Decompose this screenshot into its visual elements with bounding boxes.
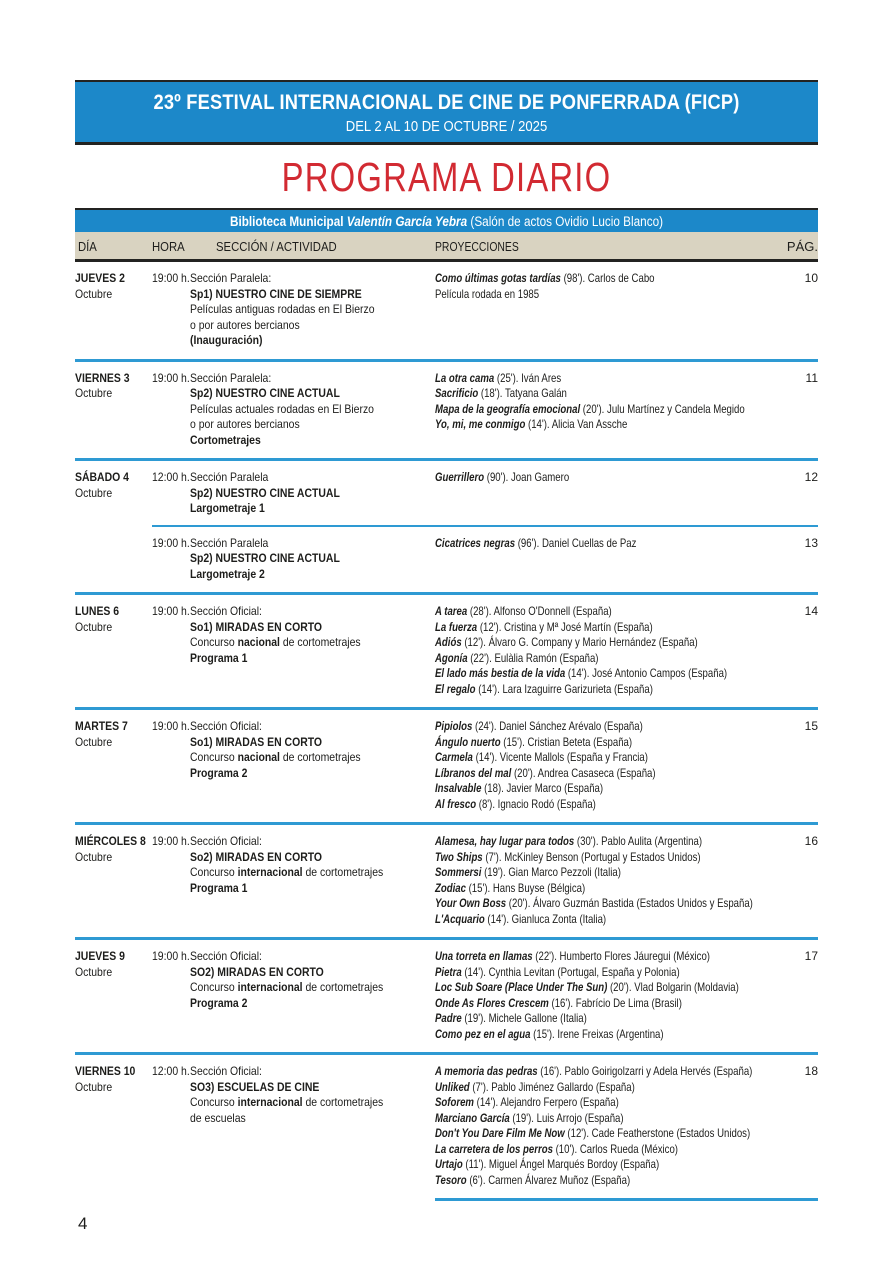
film-line: Don't You Dare Film Me Now (12'). Cade Featherstone (Estados Unidos) <box>435 1126 751 1140</box>
page-ref: 15 <box>804 719 818 733</box>
section-line: So1) MIRADAS EN CORTO <box>190 734 323 749</box>
session <box>152 271 818 349</box>
section-activity <box>190 949 435 1042</box>
film-line: Ángulo nuerto (15'). Cristian Beteta (España) <box>435 734 633 749</box>
film-line: Pipiolos (24'). Daniel Sánchez Arévalo (España) <box>435 719 643 733</box>
section-line: Sección Paralela <box>190 470 269 484</box>
section-line: Sección Paralela <box>190 535 269 550</box>
film-line: Sacrificio (18'). Tatyana Galán <box>435 386 567 400</box>
header-hora: HORA <box>152 239 185 254</box>
session <box>152 834 818 927</box>
session-time <box>152 719 190 812</box>
session <box>152 1064 818 1188</box>
section-line: Sección Oficial: <box>190 949 262 963</box>
sessions <box>152 834 818 927</box>
section-activity <box>190 271 435 349</box>
day-month: Octubre <box>75 485 113 500</box>
program-rows <box>75 262 818 1201</box>
section-line: Programa 1 <box>190 880 248 895</box>
session-time <box>152 470 190 517</box>
section-line: Sp2) NUESTRO CINE ACTUAL <box>190 485 340 500</box>
film-line: Your Own Boss (20'). Álvaro Guzmán Bastida (Estados Unidos y España) <box>435 896 753 910</box>
header-seccion: SECCIÓN / ACTIVIDAD <box>216 239 337 254</box>
day-label: MIÉRCOLES 8 <box>75 834 146 848</box>
section-line: Concurso internacional de cortometrajes <box>190 980 384 994</box>
venue-bar <box>75 208 818 232</box>
proyecciones <box>435 271 784 349</box>
sessions <box>152 604 818 697</box>
proyecciones <box>435 536 784 583</box>
page-ref: 12 <box>804 470 818 484</box>
film-line: Alamesa, hay lugar para todos (30'). Pablo Aulita (Argentina) <box>435 834 703 848</box>
section-activity <box>190 470 435 517</box>
film-line: Película rodada en 1985 <box>435 286 540 301</box>
section-line: Concurso nacional de cortometrajes <box>190 750 361 764</box>
section-line: Sp1) NUESTRO CINE DE SIEMPRE <box>190 286 362 301</box>
proyecciones <box>435 719 784 812</box>
day-month: Octubre <box>75 964 113 979</box>
film-line: Marciano García (19'). Luis Arrojo (España) <box>435 1110 624 1125</box>
venue-hall: (Salón de actos Ovidio Lucio Blanco) <box>467 214 664 229</box>
film-line: La otra cama (25'). Iván Ares <box>435 370 562 385</box>
festival-title: 23º FESTIVAL INTERNACIONAL DE CINE DE PONFERRADA (FICP) <box>153 90 740 114</box>
table-header <box>75 232 818 262</box>
section-activity <box>190 371 435 449</box>
proyecciones <box>435 604 784 697</box>
section-line: Concurso internacional de cortometrajes <box>190 1095 384 1109</box>
film-line: Unliked (7'). Pablo Jiménez Gallardo (España) <box>435 1079 635 1094</box>
program-row <box>75 595 818 707</box>
program-row <box>75 461 818 592</box>
header-proyecciones: PROYECCIONES <box>435 239 519 254</box>
section-line: So2) MIRADAS EN CORTO <box>190 849 323 864</box>
day-cell <box>75 371 152 449</box>
proyecciones <box>435 834 784 927</box>
day-month: Octubre <box>75 1079 113 1094</box>
section-line: Concurso nacional de cortometrajes <box>190 635 361 649</box>
section-line: Películas antiguas rodadas en El Bierzo <box>190 302 375 316</box>
session-time-label: 19:00 h. <box>152 604 190 618</box>
session-time <box>152 949 190 1042</box>
day-cell <box>75 470 152 582</box>
session-time <box>152 536 190 583</box>
section-line: Sección Oficial: <box>190 834 262 848</box>
film-line: Soforem (14'). Alejandro Ferpero (España) <box>435 1095 619 1109</box>
film-line: Mapa de la geografía emocional (20'). Julu Martínez y Candela Megido <box>435 401 745 416</box>
sessions <box>152 1064 818 1188</box>
page-ref: 10 <box>804 271 818 285</box>
section-line: Sección Paralela: <box>190 271 272 285</box>
film-line: La carretera de los perros (10'). Carlos Rueda (México) <box>435 1141 678 1156</box>
day-cell <box>75 949 152 1042</box>
sessions <box>152 470 818 582</box>
session-time-label: 19:00 h. <box>152 949 190 963</box>
sessions <box>152 371 818 449</box>
page-ref: 16 <box>804 834 818 848</box>
page-ref: 17 <box>804 949 818 963</box>
section-line: Largometraje 2 <box>190 566 265 581</box>
day-label: VIERNES 10 <box>75 1064 136 1078</box>
day-label: VIERNES 3 <box>75 370 130 385</box>
proyecciones <box>435 949 784 1042</box>
film-line: Cicatrices negras (96'). Daniel Cuellas de Paz <box>435 535 637 550</box>
session-time-label: 19:00 h. <box>152 834 190 848</box>
film-line: Padre (19'). Michele Gallone (Italia) <box>435 1011 587 1025</box>
film-line: Tesoro (6'). Carmen Álvarez Muñoz (España) <box>435 1172 631 1187</box>
section-line: Cortometrajes <box>190 432 261 447</box>
program-row <box>75 710 818 822</box>
film-line: Two Ships (7'). McKinley Benson (Portugal y Estados Unidos) <box>435 849 701 864</box>
section-line: Programa 2 <box>190 765 248 780</box>
session-time-label: 19:00 h. <box>152 719 190 733</box>
film-line: Una torreta en llamas (22'). Humberto Flores Jáuregui (México) <box>435 949 710 963</box>
section-activity <box>190 1064 435 1188</box>
film-line: Yo, mi, me conmigo (14'). Alicia Van Assche <box>435 417 628 431</box>
day-label: JUEVES 2 <box>75 271 125 285</box>
header-pag: PÁG. <box>786 239 818 254</box>
venue-name: Biblioteca Municipal <box>229 214 347 229</box>
sessions <box>152 271 818 349</box>
session-time-label: 12:00 h. <box>152 1064 190 1078</box>
day-month: Octubre <box>75 386 113 400</box>
session-divider <box>152 525 818 527</box>
day-label: SÁBADO 4 <box>75 470 129 484</box>
venue-line <box>123 214 769 229</box>
row-divider <box>435 1198 818 1201</box>
film-line: Zodiac (15'). Hans Buyse (Bélgica) <box>435 880 586 895</box>
day-cell <box>75 834 152 927</box>
section-line: So1) MIRADAS EN CORTO <box>190 619 323 634</box>
session-time <box>152 834 190 927</box>
film-line: Urtajo (11'). Miguel Ángel Marqués Bordoy (España) <box>435 1157 660 1171</box>
program-row <box>75 1055 818 1198</box>
section-line: de escuelas <box>190 1110 246 1125</box>
film-line: Agonía (22'). Eulàlia Ramón (España) <box>435 650 599 665</box>
day-cell <box>75 271 152 349</box>
film-line: Guerrillero (90'). Joan Gamero <box>435 470 570 484</box>
film-line: Al fresco (8'). Ignacio Rodó (España) <box>435 796 596 811</box>
proyecciones <box>435 470 784 517</box>
film-line: La fuerza (12'). Cristina y Mª José Martín (España) <box>435 619 653 634</box>
day-cell <box>75 719 152 812</box>
session-time <box>152 371 190 449</box>
section-line: Concurso internacional de cortometrajes <box>190 865 384 879</box>
film-line: Como pez en el agua (15'). Irene Freixas (Argentina) <box>435 1026 664 1041</box>
day-label: LUNES 6 <box>75 604 120 618</box>
film-line: Insalvable (18). Javier Marco (España) <box>435 781 604 795</box>
header-dia: DÍA <box>78 239 97 254</box>
session-time-label: 19:00 h. <box>152 535 190 550</box>
session-time <box>152 1064 190 1188</box>
page-ref: 13 <box>804 535 818 550</box>
page-ref: 18 <box>804 1064 818 1078</box>
film-line: A tarea (28'). Alfonso O'Donnell (España) <box>435 604 612 618</box>
section-line: SO3) ESCUELAS DE CINE <box>190 1079 320 1094</box>
day-month: Octubre <box>75 286 113 301</box>
day-month: Octubre <box>75 619 113 634</box>
day-cell <box>75 1064 152 1188</box>
film-line: El lado más bestia de la vida (14'). José Antonio Campos (España) <box>435 666 728 680</box>
session-time-label: 19:00 h. <box>152 370 190 385</box>
section-line: o por autores bercianos <box>190 317 300 332</box>
session <box>152 536 818 583</box>
section-line: Sp2) NUESTRO CINE ACTUAL <box>190 551 340 565</box>
session <box>152 604 818 697</box>
film-line: Pietra (14'). Cynthia Levitan (Portugal, España y Polonia) <box>435 964 680 979</box>
proyecciones <box>435 1064 784 1188</box>
section-activity <box>190 834 435 927</box>
section-line: Sección Oficial: <box>190 1064 262 1078</box>
section-activity <box>190 604 435 697</box>
section-line: Programa 1 <box>190 650 248 665</box>
festival-banner <box>75 80 818 145</box>
section-line: (Inauguración) <box>190 333 263 347</box>
session-time-label: 12:00 h. <box>152 470 190 484</box>
session <box>152 470 818 517</box>
section-line: Sección Oficial: <box>190 719 262 733</box>
section-activity <box>190 536 435 583</box>
film-line: Sommersi (19'). Gian Marco Pezzoli (Italia) <box>435 865 621 879</box>
film-line: Adiós (12'). Álvaro G. Company y Mario Hernández (España) <box>435 635 698 649</box>
day-label: MARTES 7 <box>75 719 128 733</box>
sessions <box>152 719 818 812</box>
film-line: Líbranos del mal (20'). Andrea Casaseca (España) <box>435 765 656 780</box>
day-month: Octubre <box>75 734 113 749</box>
proyecciones <box>435 371 784 449</box>
film-line: L'Acquario (14'). Gianluca Zonta (Italia) <box>435 911 607 926</box>
venue-name-italic: Valentín García Yebra <box>346 214 468 229</box>
sessions <box>152 949 818 1042</box>
festival-dates: DEL 2 AL 10 DE OCTUBRE / 2025 <box>345 118 548 135</box>
film-line: A memoria das pedras (16'). Pablo Goirigolzarri y Adela Hervés (España) <box>435 1064 753 1078</box>
program-row <box>75 825 818 937</box>
page-ref: 14 <box>804 604 818 618</box>
section-line: Sección Oficial: <box>190 604 262 618</box>
film-line: Como últimas gotas tardías (98'). Carlos de Cabo <box>435 271 655 285</box>
session <box>152 371 818 449</box>
page-title: PROGRAMA DIARIO <box>281 154 612 200</box>
day-label: JUEVES 9 <box>75 949 125 963</box>
program-row <box>75 940 818 1052</box>
day-cell <box>75 604 152 697</box>
film-line: Carmela (14'). Vicente Mallols (España y Francia) <box>435 750 648 764</box>
section-line: Largometraje 1 <box>190 501 265 515</box>
section-line: o por autores bercianos <box>190 417 300 431</box>
section-activity <box>190 719 435 812</box>
page-ref: 11 <box>805 370 818 385</box>
session-time <box>152 271 190 349</box>
day-month: Octubre <box>75 849 113 864</box>
section-line: Sección Paralela: <box>190 370 272 385</box>
session <box>152 949 818 1042</box>
section-line: Sp2) NUESTRO CINE ACTUAL <box>190 386 340 400</box>
section-line: SO2) MIRADAS EN CORTO <box>190 964 324 979</box>
program-row <box>75 262 818 359</box>
film-line: Loc Sub Soare (Place Under The Sun) (20'). Vlad Bolgarin (Moldavia) <box>435 980 739 994</box>
session <box>152 719 818 812</box>
page-number: 4 <box>78 1214 88 1233</box>
film-line: Onde As Flores Crescem (16'). Fabrício De Lima (Brasil) <box>435 995 682 1010</box>
film-line: El regalo (14'). Lara Izaguirre Garizurieta (España) <box>435 681 653 696</box>
session-time <box>152 604 190 697</box>
section-line: Películas actuales rodadas en El Bierzo <box>190 401 374 416</box>
section-line: Programa 2 <box>190 995 248 1010</box>
program-row <box>75 362 818 459</box>
session-time-label: 19:00 h. <box>152 271 190 285</box>
